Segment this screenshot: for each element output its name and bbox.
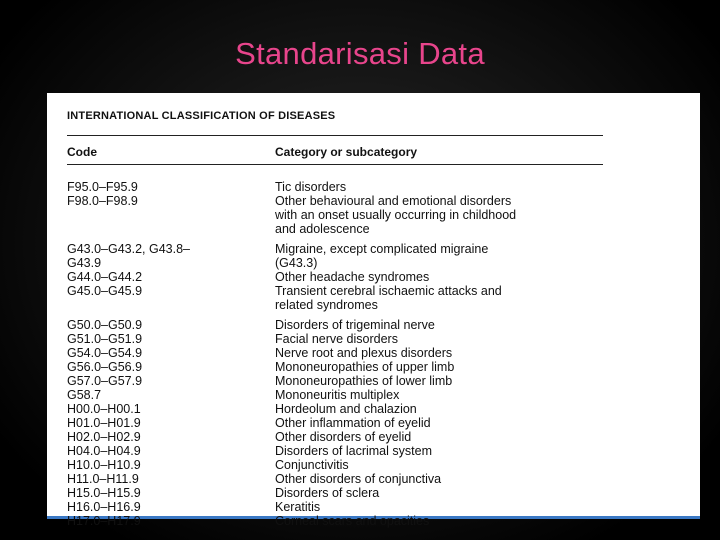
column-header-category: Category or subcategory xyxy=(275,145,418,159)
code-text: H16.0–H16.9 xyxy=(67,500,141,514)
code-cell xyxy=(67,472,272,486)
category-text: Disorders of trigeminal nerve xyxy=(275,318,435,332)
category-cell xyxy=(275,500,687,514)
code-text: H15.0–H15.9 xyxy=(67,486,141,500)
table-row xyxy=(67,402,687,416)
code-cell xyxy=(67,318,272,332)
category-text: Other behavioural and emotional disorders xyxy=(275,194,512,208)
code-cell xyxy=(67,346,272,360)
code-text: G45.0–G45.9 xyxy=(67,284,143,298)
category-text: related syndromes xyxy=(275,298,378,312)
table-row xyxy=(67,318,687,332)
category-text: Transient cerebral ischaemic attacks and xyxy=(275,284,502,298)
category-cell xyxy=(275,514,687,528)
table-row xyxy=(67,180,687,194)
category-cell xyxy=(275,416,687,430)
column-header-code: Code xyxy=(67,145,97,159)
category-text: Corneal scars and opacities xyxy=(275,514,430,528)
category-cell xyxy=(275,332,687,346)
category-text: Migraine, except complicated migraine xyxy=(275,242,489,256)
category-text: with an onset usually occurring in childhood xyxy=(275,208,517,222)
table-row xyxy=(67,416,687,430)
document-page xyxy=(47,93,700,528)
category-text: and adolescence xyxy=(275,222,370,236)
category-text: (G43.3) xyxy=(275,256,318,270)
code-cell xyxy=(67,444,272,458)
code-text: H10.0–H10.9 xyxy=(67,458,141,472)
code-cell xyxy=(67,402,272,416)
category-cell xyxy=(275,318,687,332)
table-row xyxy=(67,514,687,528)
category-text: Disorders of lacrimal system xyxy=(275,444,432,458)
code-cell xyxy=(67,486,272,500)
table-row xyxy=(67,500,687,514)
slide-title: Standarisasi Data xyxy=(235,36,485,71)
category-text: Other disorders of conjunctiva xyxy=(275,472,442,486)
table-row xyxy=(67,472,687,486)
category-cell xyxy=(275,284,687,312)
code-cell xyxy=(67,458,272,472)
code-text: G57.0–G57.9 xyxy=(67,374,143,388)
category-cell xyxy=(275,486,687,500)
code-text: H00.0–H00.1 xyxy=(67,402,141,416)
code-cell xyxy=(67,388,272,402)
code-text: G43.9 xyxy=(67,256,102,270)
code-cell xyxy=(67,416,272,430)
table-row xyxy=(67,360,687,374)
category-text: Nerve root and plexus disorders xyxy=(275,346,453,360)
table-header-rule xyxy=(67,164,603,165)
code-text: H01.0–H01.9 xyxy=(67,416,141,430)
code-text: G58.7 xyxy=(67,388,102,402)
category-text: Hordeolum and chalazion xyxy=(275,402,417,416)
table-row xyxy=(67,444,687,458)
code-cell xyxy=(67,430,272,444)
category-cell xyxy=(275,402,687,416)
table-row xyxy=(67,332,687,346)
category-text: Other headache syndromes xyxy=(275,270,430,284)
category-text: Other disorders of eyelid xyxy=(275,430,412,444)
category-text: Mononeuropathies of lower limb xyxy=(275,374,453,388)
code-cell xyxy=(67,500,272,514)
category-cell xyxy=(275,180,687,194)
table-row xyxy=(67,284,687,312)
category-cell xyxy=(275,270,687,284)
category-cell xyxy=(275,374,687,388)
table-row xyxy=(67,430,687,444)
category-cell xyxy=(275,472,687,486)
table-row xyxy=(67,242,687,270)
table-row xyxy=(67,270,687,284)
category-cell xyxy=(275,346,687,360)
code-cell xyxy=(67,270,272,284)
category-text: Mononeuropathies of upper limb xyxy=(275,360,455,374)
code-text: G43.0–G43.2, G43.8– xyxy=(67,242,191,256)
code-text: G56.0–G56.9 xyxy=(67,360,143,374)
table-row xyxy=(67,458,687,472)
category-cell xyxy=(275,430,687,444)
category-cell xyxy=(275,388,687,402)
code-cell xyxy=(67,374,272,388)
code-cell xyxy=(67,514,272,528)
code-cell xyxy=(67,284,272,298)
category-text: Conjunctivitis xyxy=(275,458,349,472)
code-text: G50.0–G50.9 xyxy=(67,318,143,332)
category-text: Facial nerve disorders xyxy=(275,332,398,346)
category-cell xyxy=(275,242,687,270)
code-text: H11.0–H11.9 xyxy=(67,472,139,486)
code-text: F98.0–F98.9 xyxy=(67,194,138,208)
category-cell xyxy=(275,458,687,472)
table-row xyxy=(67,346,687,360)
code-cell xyxy=(67,194,272,208)
category-cell xyxy=(275,444,687,458)
code-cell xyxy=(67,332,272,346)
table-row xyxy=(67,194,687,236)
table-top-rule xyxy=(67,135,603,136)
code-text: F95.0–F95.9 xyxy=(67,180,138,194)
code-cell xyxy=(67,180,272,194)
category-text: Keratitis xyxy=(275,500,321,514)
table-row xyxy=(67,486,687,500)
code-text: G51.0–G51.9 xyxy=(67,332,143,346)
category-cell xyxy=(275,194,687,236)
classification-table-body xyxy=(67,180,687,528)
category-text: Disorders of sclera xyxy=(275,486,380,500)
document-heading: INTERNATIONAL CLASSIFICATION OF DISEASES xyxy=(67,110,336,122)
code-text: G44.0–G44.2 xyxy=(67,270,143,284)
category-text: Tic disorders xyxy=(275,180,347,194)
table-row xyxy=(67,388,687,402)
code-text: H17.0–H17.9 xyxy=(67,514,141,528)
code-text: H02.0–H02.9 xyxy=(67,430,141,444)
code-text: H04.0–H04.9 xyxy=(67,444,141,458)
code-cell xyxy=(67,360,272,374)
table-row xyxy=(67,374,687,388)
code-cell xyxy=(67,242,272,270)
code-text: G54.0–G54.9 xyxy=(67,346,143,360)
category-text: Other inflammation of eyelid xyxy=(275,416,431,430)
category-text: Mononeuritis multiplex xyxy=(275,388,400,402)
category-cell xyxy=(275,360,687,374)
